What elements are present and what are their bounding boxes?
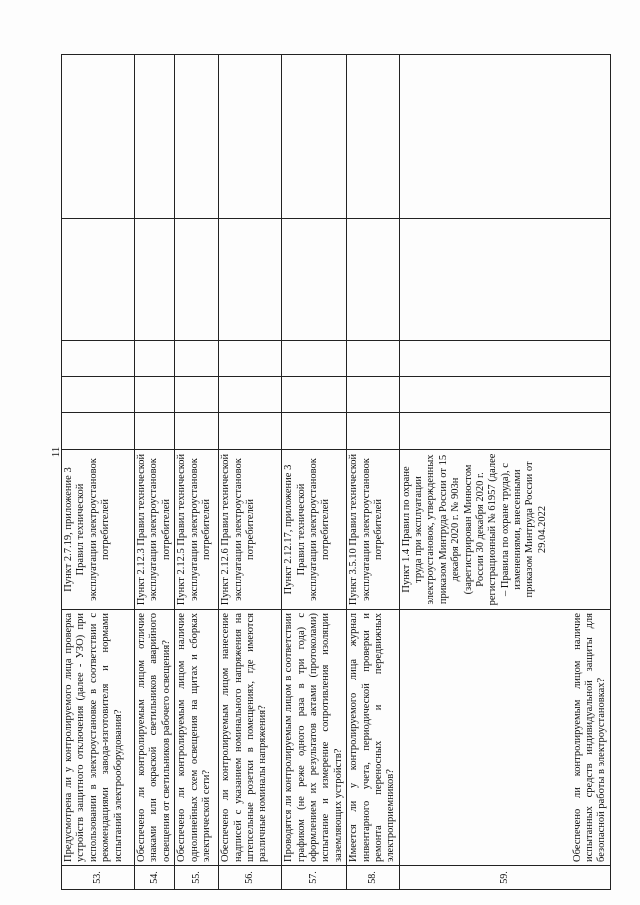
answer-cell-no <box>219 377 282 413</box>
answer-cell-na <box>175 341 219 377</box>
note-cell <box>175 219 219 341</box>
table-row <box>347 55 400 890</box>
table-row <box>219 55 282 890</box>
rotated-table-container <box>61 55 609 890</box>
table-row <box>282 55 347 890</box>
table-row <box>399 55 610 890</box>
reference-cell: Пункт 3.5.10 Правил технической эксплуатации электроустановок потребителей <box>347 450 400 610</box>
row-number: 56. <box>219 866 282 890</box>
extra-cell <box>175 55 219 219</box>
question-cell: Обеспечено ли контролируемым лицом наличие однолинейных схем освещения на щитах и сборках электрической сети? <box>175 610 219 866</box>
row-number: 57. <box>282 866 347 890</box>
note-cell <box>219 219 282 341</box>
reference-cell: Пункт 2.12.3 Правил технической эксплуатации электроустановок потребителей <box>135 450 175 610</box>
checklist-table <box>61 54 611 890</box>
reference-cell: Пункт 2.12.5 Правил технической эксплуатации электроустановок потребителей <box>175 450 219 610</box>
answer-cell-no <box>62 377 135 413</box>
row-number: 55. <box>175 866 219 890</box>
page-number: 11 <box>50 446 62 458</box>
answer-cell-yes <box>175 413 219 450</box>
answer-cell-no <box>347 377 400 413</box>
table-row <box>135 55 175 890</box>
note-cell <box>399 219 610 341</box>
answer-cell-na <box>347 341 400 377</box>
row-number: 54. <box>135 866 175 890</box>
answer-cell-yes <box>219 413 282 450</box>
table-row <box>175 55 219 890</box>
extra-cell <box>219 55 282 219</box>
reference-cell: Пункт 2.12.6 Правил технической эксплуатации электроустановок потребителей <box>219 450 282 610</box>
answer-cell-yes <box>282 413 347 450</box>
answer-cell-na <box>282 341 347 377</box>
question-cell: Обеспечено ли контролируемым лицом наличие испытанных средств индивидуальной защиты для безопасной работы в электроустановках? <box>399 610 610 866</box>
note-cell <box>282 219 347 341</box>
row-number: 53. <box>62 866 135 890</box>
answer-cell-no <box>399 377 610 413</box>
answer-cell-no <box>282 377 347 413</box>
note-cell <box>347 219 400 341</box>
extra-cell <box>347 55 400 219</box>
note-cell <box>135 219 175 341</box>
extra-cell <box>62 55 135 219</box>
answer-cell-na <box>62 341 135 377</box>
extra-cell <box>282 55 347 219</box>
answer-cell-yes <box>62 413 135 450</box>
row-number: 58. <box>347 866 400 890</box>
question-cell: Обеспечено ли контролируемым лицом нанесение надписей с указанием номинального напряжения на штепсельные розетки в помещениях, где имеются различные номиналы напряжения? <box>219 610 282 866</box>
answer-cell-no <box>175 377 219 413</box>
answer-cell-no <box>135 377 175 413</box>
answer-cell-yes <box>135 413 175 450</box>
table-row <box>62 55 135 890</box>
extra-cell <box>135 55 175 219</box>
answer-cell-yes <box>347 413 400 450</box>
note-cell <box>62 219 135 341</box>
reference-cell: Пункт 2.7.19, приложение 3 Правил технической эксплуатации электроустановок потребителей <box>62 450 135 610</box>
reference-cell: Пункт 2.12.17, приложение 3 Правил технической эксплуатации электроустановок потребителей <box>282 450 347 610</box>
answer-cell-na <box>135 341 175 377</box>
extra-cell <box>399 55 610 219</box>
answer-cell-yes <box>399 413 610 450</box>
question-cell: Проводятся ли контролируемым лицом в соответствии графиком (не реже одного раза в три года) с оформлением их результатов актами (протоколами) испытание и измерение сопротивления изоляции заземляющих устройств? <box>282 610 347 866</box>
question-cell: Имеется ли у контролируемого лица журнал инвентарного учета, периодической проверки и ремонта переносных и передвижных электроприемников? <box>347 610 400 866</box>
reference-cell: Пункт 1.4 Правил по охране труда при эксплуатации электроустановок, утвержденных приказом Минтруда России от 15 декабря 2020 г. № 903н (зарегистрирован Минюстом России 30 декабря 2020 г. регистрационный № 61957 (далее – Правила по охране труда), с изменениями, внесенными приказом Минтруда России от 29.04.2022 <box>399 450 610 610</box>
question-cell: Обеспечено ли контролируемым лицом отличие знаками или окраской светильников аварийного освещения от светильников рабочего освещения? <box>135 610 175 866</box>
answer-cell-na <box>219 341 282 377</box>
row-number: 59. <box>399 866 610 890</box>
question-cell: Предусмотрена ли у контролируемого лица проверка устройств защитного отключения (далее - УЗО) при использовании в электроустановке в соответствии с рекомендациями завода-изготовителя и нормами испытаний электрооборудования? <box>62 610 135 866</box>
answer-cell-na <box>399 341 610 377</box>
